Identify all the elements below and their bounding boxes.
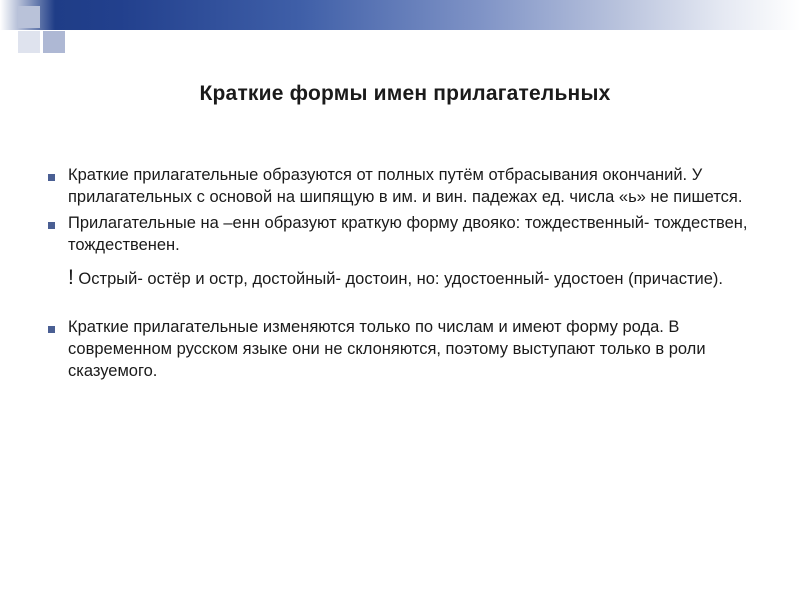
slide-body — [48, 165, 748, 387]
list-item — [48, 213, 748, 257]
decor-square-1 — [18, 6, 40, 28]
bullet-square-icon — [48, 213, 68, 229]
slide-title: Краткие формы имен прилагательных — [199, 82, 611, 105]
spacer — [48, 291, 748, 317]
slide-header-decoration — [0, 0, 800, 62]
note-text: Острый- остёр и остр, достойный- достоин, но: удостоенный- удостоен (причастие). — [73, 269, 724, 288]
list-item — [48, 165, 748, 209]
note-paragraph — [68, 267, 748, 291]
bullet-square-icon — [48, 165, 68, 181]
decor-square-3 — [43, 31, 65, 53]
bullet-square-icon — [48, 317, 68, 333]
header-gradient-bar — [0, 0, 800, 30]
decor-square-2 — [18, 31, 40, 53]
list-item-text: Краткие прилагательные изменяются только по числам и имеют форму рода. В современном русском языке они не склоняются, поэтому выступают только в роли сказуемого. — [68, 317, 706, 380]
list-item-text: Краткие прилагательные образуются от полных путём отбрасывания окончаний. У прилагательных с основой на шипящую в им. и вин. падежах ед. числа «ь» не пишется. — [68, 166, 743, 206]
exclamation-mark: ! — [68, 265, 74, 289]
list-item — [48, 317, 748, 383]
list-item-text: Прилагательные на –енн образуют краткую форму двояко: тождественный- тождествен, тождественен. — [68, 213, 748, 254]
